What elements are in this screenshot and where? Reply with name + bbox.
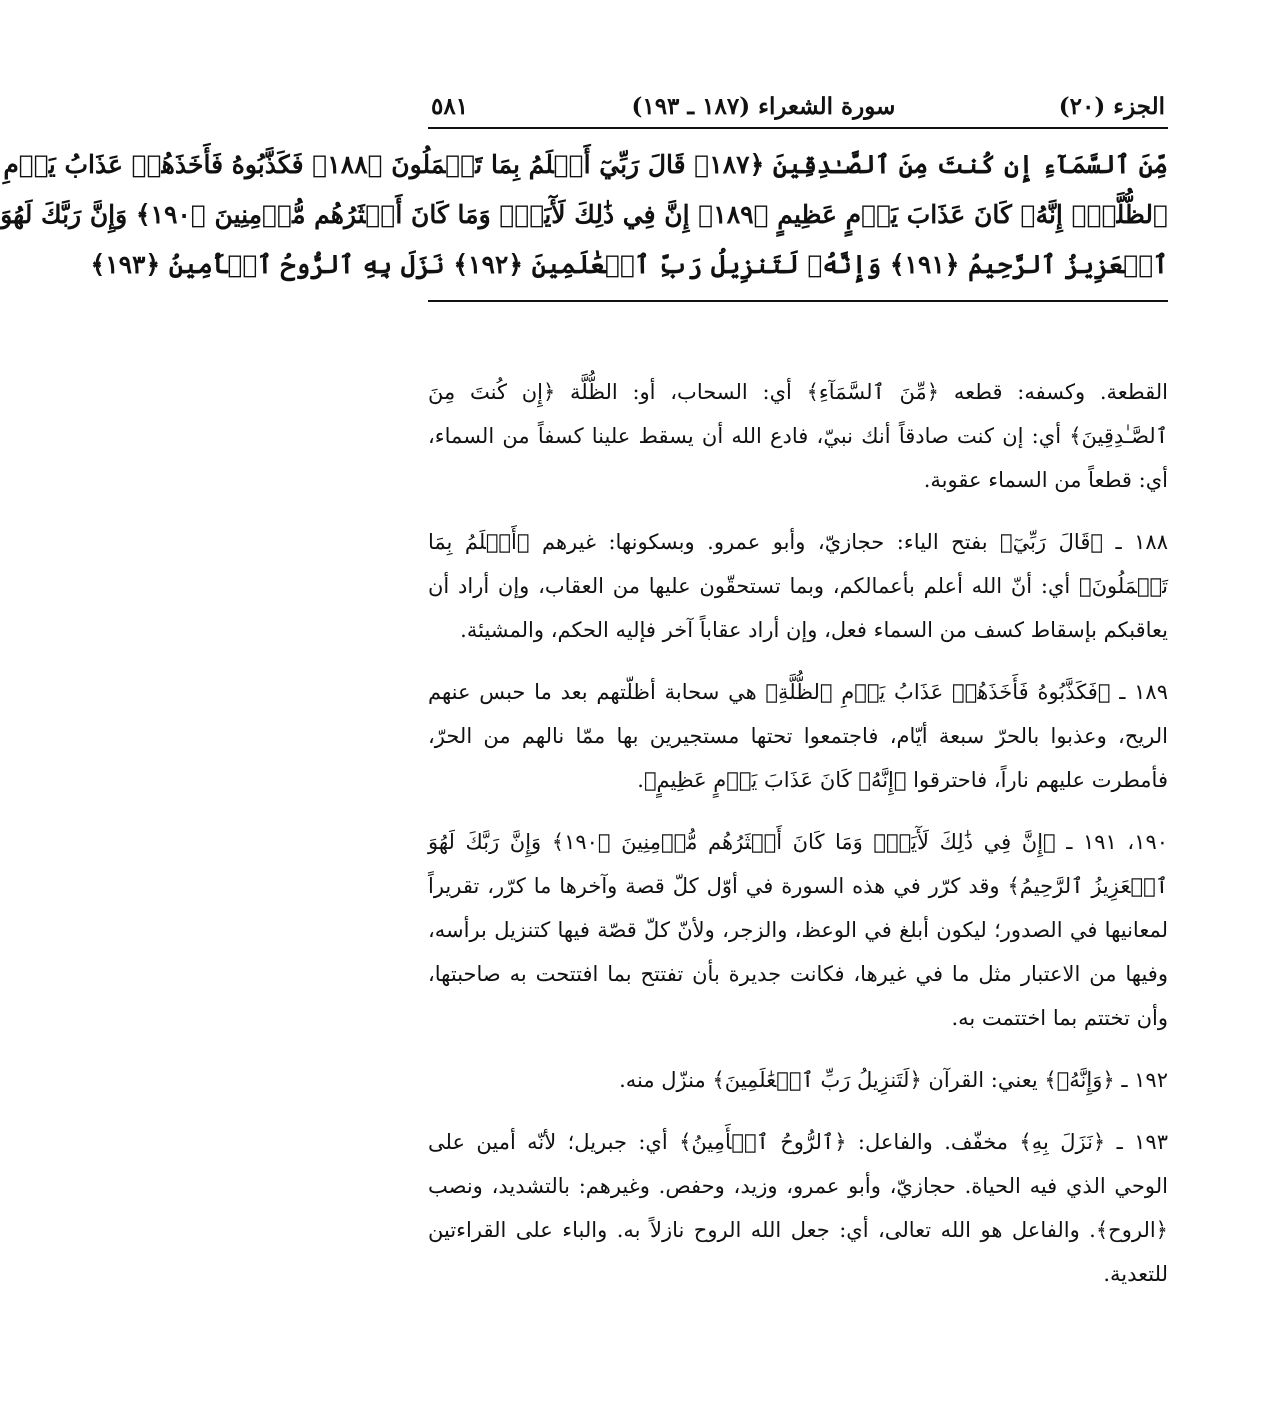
commentary-paragraph: ١٩٠، ١٩١ ـ ﴿إِنَّ فِي ذَٰلِكَ لَأٓيَةٗۖ وَمَا كَانَ أَكۡثَرُهُم مُّؤۡمِنِينَ ﴿١٩٠﴾ وَإِنَّ رَبَّكَ لَهُوَ ٱلۡعَزِيزُ ٱلرَّحِيمُ﴾ وقد كرّر في هذه السورة في أوّل كلّ قصة وآخرها ما كرّر، تقريراً لمعانيها في الصدور؛ ليكون أبلغ في الوعظ، والزجر، ولأنّ كلّ قصّة فيها كتنزيل برأسه، وفيها من الاعتبار مثل ما في غيرها، فكانت جديرة بأن تفتتح بما افتتحت به صاحبتها، وأن تختتم بما اختتمت به. xyxy=(428,830,1169,1030)
surah-title: سورة الشعراء (١٨٧ ـ ١٩٣) xyxy=(631,92,896,120)
juz-label: الجزء (٢٠) xyxy=(1058,92,1165,120)
commentary-paragraph: ١٨٩ ـ ﴿فَكَذَّبُوهُ فَأَخَذَهُمۡ عَذَابُ يَوۡمِ ٱلظُّلَّةِ﴾ هي سحابة أظلّتهم بعد ما حبس عنهم الريح، وعذبوا بالحرّ سبعة أيّام، فاجتمعوا تحتها مستجيرين بها ممّا نالهم من الحرّ، فأمطرت عليهم ناراً، فاحترقوا ﴿إِنَّهُۥ كَانَ عَذَابَ يَوۡمٍ عَظِيمٍ﴾. xyxy=(428,680,1168,792)
quran-verses-block xyxy=(0,140,1168,290)
commentary-paragraph: ١٨٨ ـ ﴿قَالَ رَبِّيٓ﴾ بفتح الياء: حجازيّ، وأبو عمرو. وبسكونها: غيرهم ﴿أَعۡلَمُ بِمَا تَعۡمَلُونَ﴾ أي: أنّ الله أعلم بأعمالكم، وبما تستحقّون عليها من العقاب، وإن أراد أن يعاقبكم بإسقاط كسف من السماء فعل، وإن أراد عقاباً آخر فإليه الحكم، والمشيئة. xyxy=(428,530,1168,642)
commentary-body xyxy=(428,370,1168,1314)
commentary-paragraph: ١٩٣ ـ ﴿نَزَلَ بِهِ﴾ مخفّف. والفاعل: ﴿ٱلرُّوحُ ٱلۡأَمِينُ﴾ أي: جبريل؛ لأنّه أمين على الوحي الذي فيه الحياة. حجازيّ، وأبو عمرو، وزيد، وحفص. وغيرهم: بالتشديد، ونصب ﴿الروح﴾. والفاعل هو الله تعالى، أي: جعل الله الروح نازلاً به. والباء على القراءتين للتعدية. xyxy=(428,1130,1168,1286)
page-number: ٥٨١ xyxy=(431,92,469,120)
verses-divider xyxy=(428,300,1168,302)
page-header xyxy=(431,86,1165,126)
verse-line: ٱلۡعَزِيزُ ٱلرَّحِيمُ ﴿١٩١﴾ وَإِنَّهُۥ لَتَنزِيلُ رَبِّ ٱلۡعَٰلَمِينَ ﴿١٩٢﴾ نَزَلَ بِهِ ٱلرُّوحُ ٱلۡأَمِينُ ﴿١٩٣﴾ xyxy=(90,250,1168,279)
verse-line: مِّنَ ٱلسَّمَآءِ إِن كُنتَ مِنَ ٱلصَّـٰدِقِينَ ﴿١٨٧﴾ قَالَ رَبِّيٓ أَعۡلَمُ بِمَا تَعۡمَلُونَ ﴿١٨٨﴾ فَكَذَّبُوهُ فَأَخَذَهُمۡ عَذَابُ يَوۡمِ xyxy=(3,150,1168,179)
commentary-paragraph: القطعة. وكسفه: قطعه ﴿مِّنَ ٱلسَّمَآءِ﴾ أي: السحاب، أو: الظُّلَّة ﴿إِن كُنتَ مِنَ ٱلصَّـٰدِقِينَ﴾ أي: إن كنت صادقاً أنك نبيّ، فادع الله أن يسقط علينا كسفاً من السماء، أي: قطعاً من السماء عقوبة. xyxy=(428,380,1168,492)
verse-line: ٱلظُّلَّةِۚ إِنَّهُۥ كَانَ عَذَابَ يَوۡمٍ عَظِيمٍ ﴿١٨٩﴾ إِنَّ فِي ذَٰلِكَ لَأٓيَةٗۖ وَمَا كَانَ أَكۡثَرُهُم مُّؤۡمِنِينَ ﴿١٩٠﴾ وَإِنَّ رَبَّكَ لَهُوَ xyxy=(0,200,1168,229)
commentary-paragraph: ١٩٢ ـ ﴿وَإِنَّهُۥ﴾ يعني: القرآن ﴿لَتَنزِيلُ رَبِّ ٱلۡعَٰلَمِينَ﴾ منزّل منه. xyxy=(619,1068,1168,1092)
header-rule xyxy=(428,127,1168,129)
